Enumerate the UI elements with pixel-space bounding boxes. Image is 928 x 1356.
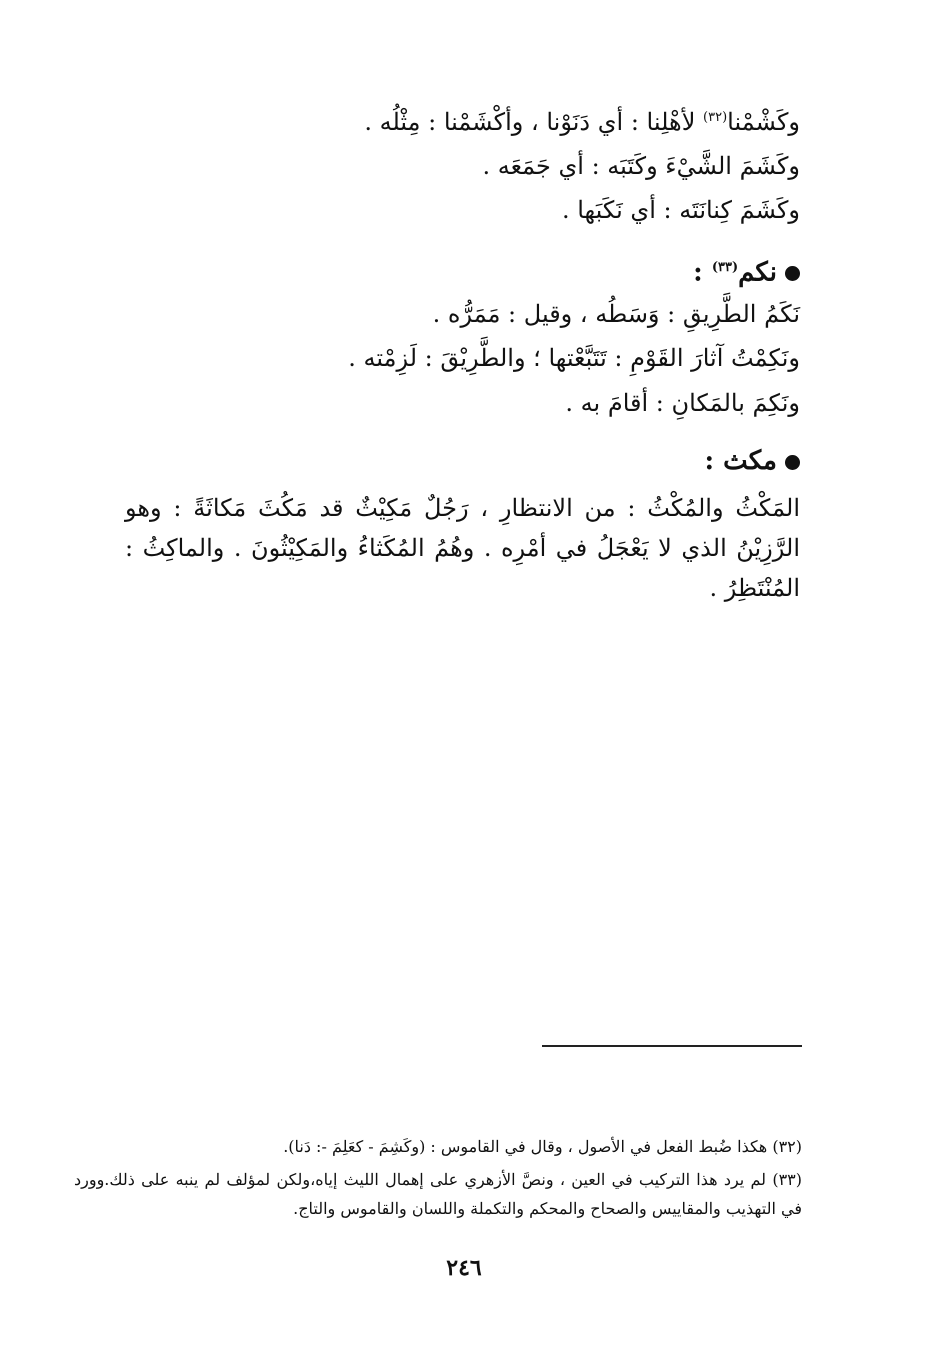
page-number: ٢٤٦: [446, 1255, 482, 1281]
footnote-ref: (٣٣): [711, 260, 739, 275]
entry-line: [364, 100, 800, 140]
entry-line: وكَشَمَ الشَّيْءَ وكَتَبَه : أي جَمَعَه .: [482, 152, 800, 180]
footnote-ref: (٣٢): [703, 110, 728, 125]
entry-line: ونَكِمْتُ آثارَ القَوْمِ : تَتَبَّعْتها ؛ والطَّرِيْقَ : لَزِمْته .: [348, 344, 800, 372]
entry-line-text: لأهْلِنا : أي دَنَوْنا ، وأكْشَمْنا : مِثْلُه .: [364, 108, 704, 136]
footnote: (٣٣) لم يرد هذا التركيب في العين ، ونصَّ الأزهري على إهمال الليث إياه،ولكن لمؤلف لم ينبه على ذلك.وورد في التهذيب والمقاييس والصحاح والمحكم والتكملة واللسان والقاموس والتاج.: [74, 1170, 802, 1218]
entry-paragraph: المَكْثُ والمُكْثُ : من الانتظارِ ، رَجُلٌ مَكِيْثٌ قد مَكُثَ مَكاثَةً : وهو الرَّزِيْنُ الذي لا يَعْجَلُ في أمْرِه . وهُمُ المُكَثاءُ والمَكِيْثُونَ . والماكِثُ : المُنْتَظِرُ .: [125, 494, 800, 602]
footnote-separator: [542, 1045, 802, 1047]
heading-suffix: :: [693, 257, 712, 288]
entry-line: ونَكِمَ بالمَكانِ : أقامَ به .: [565, 389, 800, 417]
footnote: (٣٢) هكذا ضُبط الفعل في الأصول ، وقال في القاموس : (وكَشِمَ - كعَلِمَ -: دَنا).: [283, 1137, 802, 1156]
entry-heading: [693, 250, 800, 291]
entry-line: نَكَمُ الطَّرِيقِ : وَسَطُه ، وقيل : مَمَرُّه .: [432, 300, 800, 328]
entry-heading: [705, 443, 800, 479]
entry-line: وكَشَمَ كِنانَتَه : أي نَكَبَها .: [561, 196, 800, 224]
entry-line-text: وكَشْمْنا: [727, 108, 800, 136]
heading-word: مكث: [723, 446, 777, 476]
heading-suffix: :: [704, 446, 724, 476]
heading-word: نكم: [738, 257, 777, 288]
bullet-icon: [785, 266, 800, 281]
bullet-icon: [785, 455, 800, 470]
